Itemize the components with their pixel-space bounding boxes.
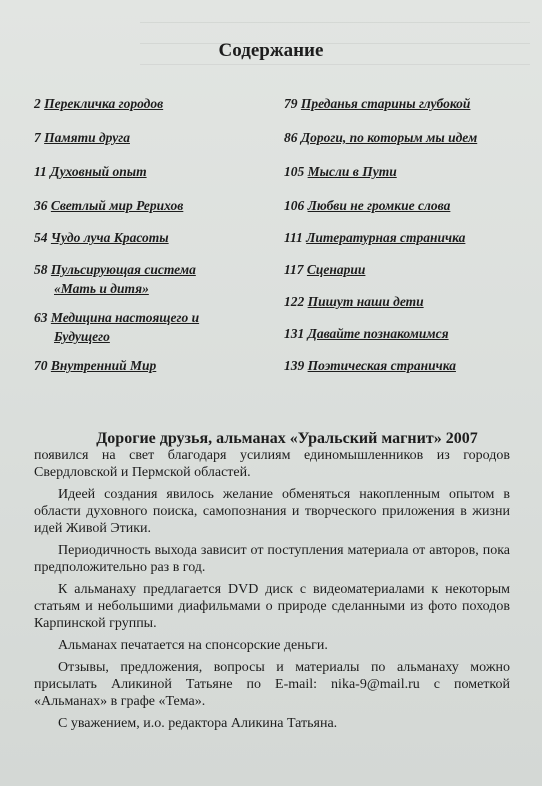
toc-page-number: 58 (34, 262, 48, 277)
toc-title: Пульсирующая система (50, 262, 196, 277)
intro-paragraph: Идеей создания явилось желание обменяться накопленным опытом в области духовного поиска, самопознания и творческого приложения в жизни идей Живой Этики. (34, 487, 510, 536)
toc-entry[interactable] (284, 228, 465, 247)
signature-line: С уважением, и.о. редактора Аликина Татьяна. (58, 716, 338, 731)
intro-paragraph: Отзывы, предложения, вопросы и материалы по альманаху можно присылать Аликиной Татьяне по E-mail: nika-9@mail.ru с пометкой «Альманах» в графе «Тема». (34, 660, 510, 709)
toc-page-number: 111 (284, 230, 303, 245)
toc-page-number: 70 (34, 358, 48, 373)
toc-entry[interactable] (34, 308, 199, 346)
toc-entry[interactable] (34, 128, 130, 147)
toc-page-number: 105 (284, 164, 305, 179)
toc-entry[interactable] (284, 128, 477, 147)
toc-entry[interactable] (284, 162, 397, 181)
toc-entry[interactable] (34, 196, 183, 215)
toc-entry[interactable] (284, 324, 449, 343)
toc-title: Пишут наши дети (307, 294, 424, 309)
intro-paragraph: К альманаху предлагается DVD диск с видеоматериалами к некоторым статьям и небольшими диафильмами о природе сделанными из фото походов Карпинской группы. (34, 582, 510, 631)
toc-page-number: 106 (284, 198, 305, 213)
toc-entry[interactable] (34, 356, 156, 375)
toc-entry[interactable] (284, 260, 365, 279)
toc-title: Сценарии (306, 262, 366, 277)
toc-entry[interactable] (284, 292, 424, 311)
toc-entry[interactable] (34, 94, 163, 113)
intro-paragraph: Альманах печатается на спонсорские деньги. (58, 638, 328, 653)
toc-page-number: 2 (34, 96, 41, 111)
toc-page-number: 79 (284, 96, 298, 111)
toc-title: Духовный опыт (50, 164, 147, 179)
intro-paragraph: появился на свет благодаря усилиям единомышленников из городов Свердловской и Пермской областей. (34, 448, 510, 480)
toc-title: Внутренний Мир (50, 358, 157, 373)
toc-title: Дороги, по которым мы идем (300, 130, 478, 145)
toc-title: Преданья старины глубокой (300, 96, 471, 111)
toc-title: Литературная страничка (306, 230, 466, 245)
toc-page-number: 122 (284, 294, 305, 309)
toc-entry[interactable] (284, 356, 456, 375)
toc-page-number: 63 (34, 310, 48, 325)
page-title: Содержание (218, 40, 324, 61)
toc-title: Чудо луча Красоты (50, 230, 169, 245)
toc-title: Поэтическая страничка (307, 358, 456, 373)
intro-paragraph: Периодичность выхода зависит от поступления материала от авторов, пока предположительно раз в год. (34, 543, 510, 575)
toc-page-number: 36 (34, 198, 48, 213)
toc-title: Перекличка городов (44, 96, 164, 111)
intro-section (34, 430, 510, 737)
toc-title-continued: «Мать и дитя» (54, 281, 149, 296)
toc-entry[interactable] (284, 94, 470, 113)
toc-page-number: 131 (284, 326, 305, 341)
toc-title: Любви не громкие слова (307, 198, 451, 213)
toc-title: Светлый мир Рерихов (50, 198, 184, 213)
toc-page-number: 54 (34, 230, 48, 245)
toc-page-number: 86 (284, 130, 298, 145)
toc-entry[interactable] (284, 196, 450, 215)
toc-title: Медицина настоящего и (50, 310, 200, 325)
toc-title-continued: Будущего (54, 329, 110, 344)
toc-page-number: 11 (34, 164, 47, 179)
toc-title: Памяти друга (44, 130, 130, 145)
toc-page-number: 139 (284, 358, 305, 373)
toc-entry[interactable] (34, 260, 196, 298)
intro-heading: Дорогие друзья, альманах «Уральский магнит» 2007 (96, 430, 478, 447)
toc-entry[interactable] (34, 228, 169, 247)
toc-page-number: 7 (34, 130, 41, 145)
toc-page-number: 117 (284, 262, 304, 277)
toc-title: Мысли в Пути (307, 164, 397, 179)
toc-title: Давайте познакомимся (307, 326, 449, 341)
toc-entry[interactable] (34, 162, 147, 181)
